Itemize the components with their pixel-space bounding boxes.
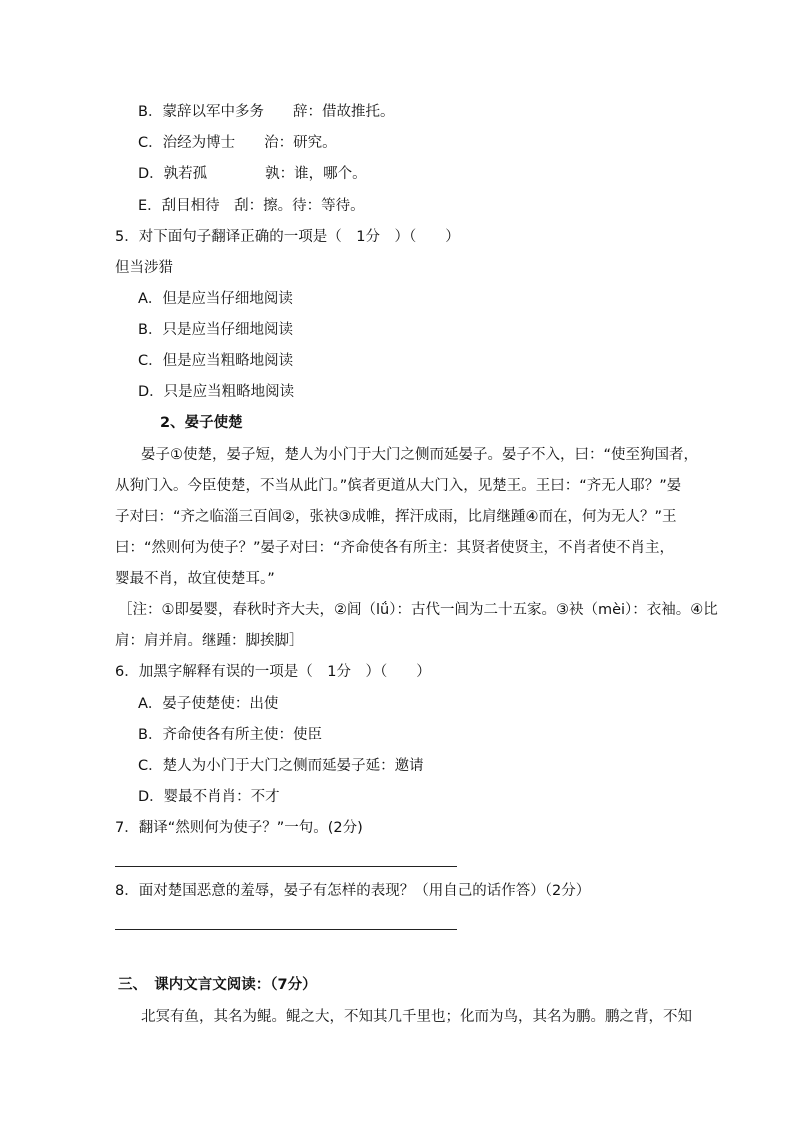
- option-b-q6: B．齐命使各有所主使：使臣: [138, 727, 322, 743]
- passage-xiaoyaoyou-line-1: 北冥有鱼，其名为鲲。鲲之大，不知其几千里也；化而为鸟，其名为鹏。鹏之背，不知: [141, 1009, 692, 1025]
- option-a-q5: A．但是应当仔细地阅读: [138, 291, 293, 307]
- section-three-heading: 三、 课内文言文阅读：（7分）: [118, 977, 317, 993]
- passage-line-5: 婴最不肖，故宜使楚耳。”: [115, 571, 275, 587]
- option-a-q6: A．晏子使楚使：出使: [138, 696, 279, 712]
- passage-line-1: 晏子①使楚，晏子短，楚人为小门于大门之侧而延晏子。晏子不入，曰：“使至狗国者，: [141, 447, 699, 463]
- passage-line-4: 曰：“然则何为使子？”晏子对曰：“齐命使各有所主：其贤者使贤主，不肖者使不肖主，: [115, 540, 675, 556]
- option-d-q5: D．只是应当粗略地阅读: [138, 384, 295, 400]
- passage-line-2: 从狗门入。今臣使楚，不当从此门。”傧者更道从大门入，见楚王。王曰：“齐无人耶？”晏: [115, 478, 682, 494]
- question-8: 8．面对楚国恶意的羞辱，晏子有怎样的表现？（用自己的话作答）（2分）: [115, 883, 591, 899]
- option-d-q4: D．孰若孤 孰：谁，哪个。: [138, 166, 367, 182]
- footnote-line-2: 肩：肩并肩。继踵：脚挨脚］: [115, 633, 304, 649]
- section-title-yanzi: 2、晏子使楚: [160, 415, 243, 431]
- question-5: 5．对下面句子翻译正确的一项是（ 1分 ）（ ）: [115, 229, 460, 245]
- footnote-line-1: ［注：①即晏婴，春秋时齐大夫，②闾（lǘ）：古代一闾为二十五家。③袂（mèi）：衣袖。④比: [118, 602, 718, 618]
- question-7: 7．翻译“然则何为使子？”一句。(2分): [115, 820, 363, 836]
- option-c-q5: C．但是应当粗略地阅读: [138, 353, 294, 369]
- option-c-q6: C．楚人为小门于大门之侧而延晏子延：邀请: [138, 758, 424, 774]
- option-d-q6: D．婴最不肖肖：不才: [138, 789, 280, 805]
- option-e-q4: E．刮目相待 刮：擦。待：等待。: [138, 198, 365, 214]
- option-b-q5: B．只是应当仔细地阅读: [138, 322, 293, 338]
- answer-line-q7: [115, 866, 457, 867]
- answer-line-q8: [115, 929, 457, 930]
- question-6: 6．加黑字解释有误的一项是（ 1分 ）（ ）: [115, 664, 431, 680]
- question-5-prompt: 但当涉猎: [115, 260, 173, 276]
- option-c-q4: C．治经为博士 治：研究。: [138, 135, 337, 151]
- option-b-q4: B．蒙辞以军中多务 辞：借故推托。: [138, 104, 395, 120]
- passage-line-3: 子对曰：“齐之临淄三百闾②，张袂③成帷，挥汗成雨，比肩继踵④而在，何为无人？”王: [115, 509, 677, 525]
